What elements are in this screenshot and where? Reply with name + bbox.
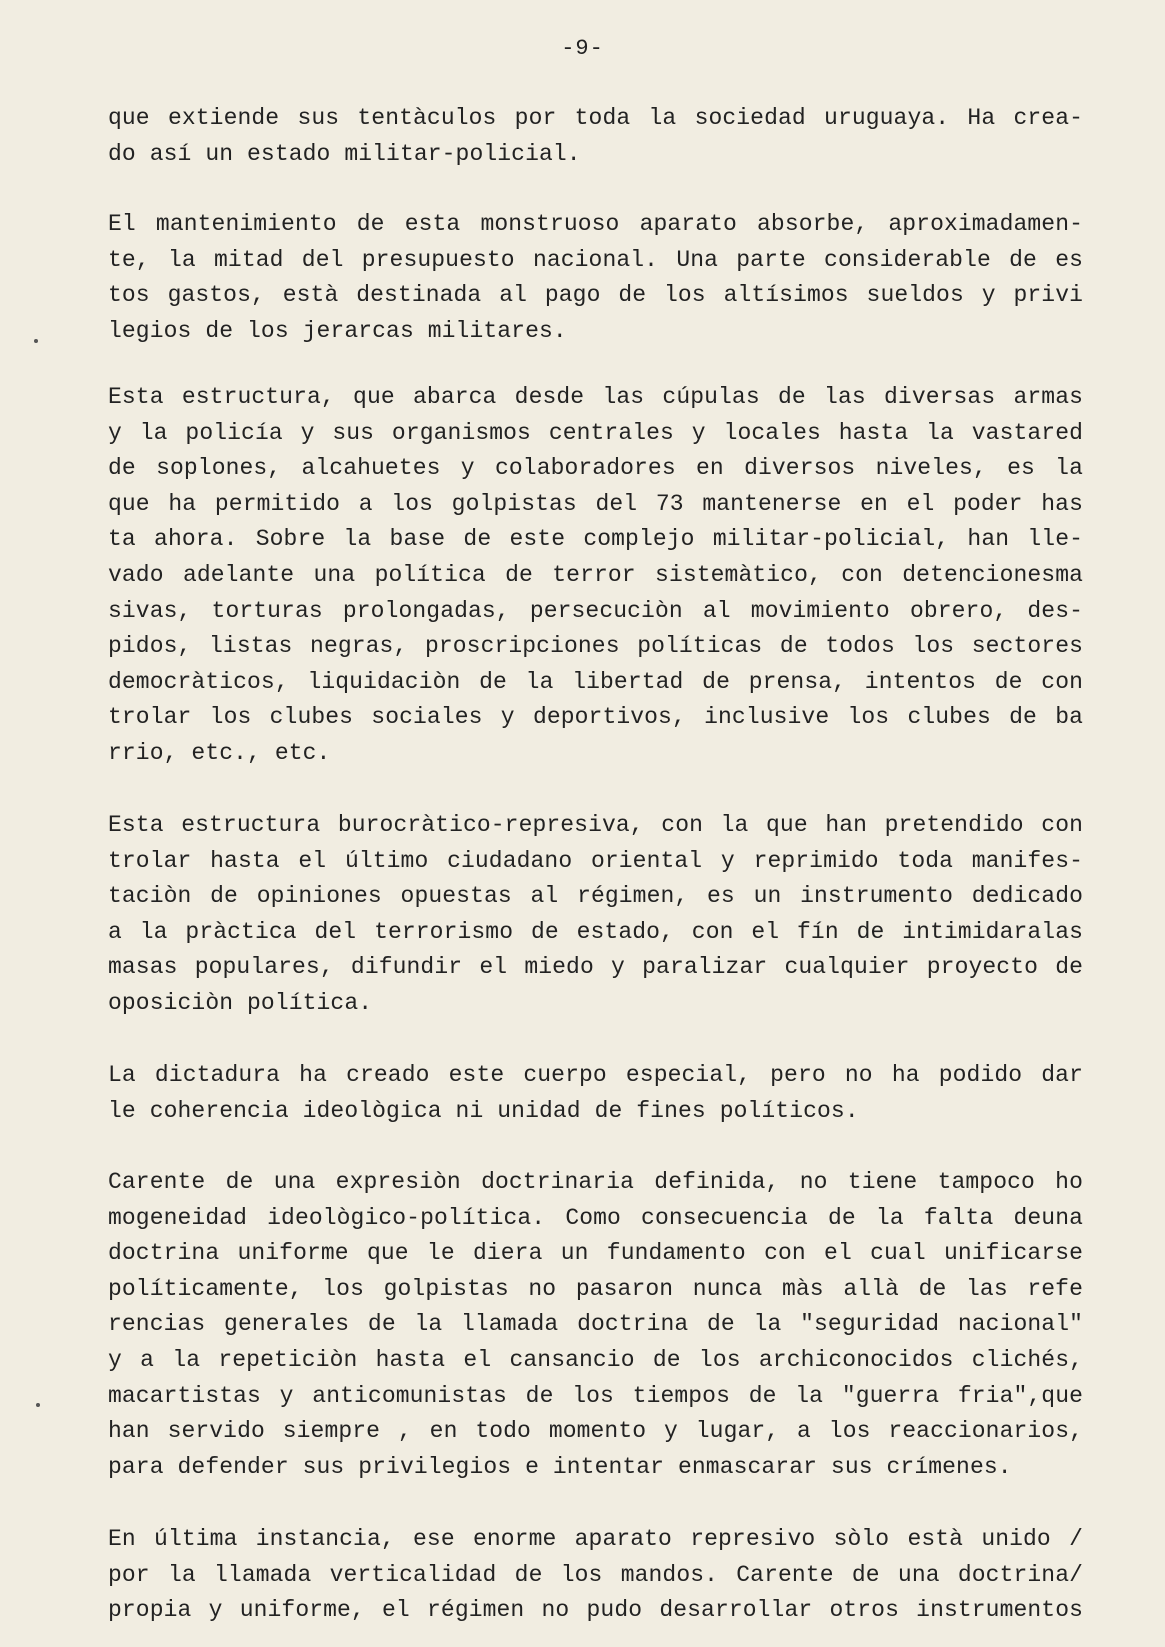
paper-speck [36,1403,40,1407]
text-line: masas populares, difundir el miedo y paralizar cualquier proyecto de [108,954,1083,981]
text-line: de soplones, alcahuetes y colaboradores en diversos niveles, es la [108,455,1083,482]
text-line: legios de los jerarcas militares. [108,317,567,344]
text-line: rrio, etc., etc. [108,739,331,766]
text-line: Esta estructura, que abarca desde las cúpulas de las diversas armas [108,384,1083,410]
text-line: tos gastos, està destinada al pago de los altísimos sueldos y privi [108,282,1083,309]
text-line: políticamente, los golpistas no pasaron nunca màs allà de las refe [108,1275,1083,1302]
paragraph-4 [108,808,1083,1022]
page-number: -9- [561,36,604,61]
paragraph-1 [108,101,1083,172]
text-line: trolar los clubes sociales y deportivos, inclusive los clubes de ba [108,704,1083,731]
text-line: vado adelante una política de terror sistemàtico, con detencionesma [108,561,1083,588]
text-line: ta ahora. Sobre la base de este complejo militar-policial, han lle- [108,526,1083,553]
text-line: por la llamada verticalidad de los mandos. Carente de una doctrina/ [108,1561,1083,1588]
text-line: propia y uniforme, el régimen no pudo desarrollar otros instrumentos [108,1597,1083,1624]
text-line: sivas, torturas prolongadas, persecuciòn al movimiento obrero, des- [108,597,1083,624]
paragraph-6 [108,1165,1083,1485]
text-line: que extiende sus tentàculos por toda la sociedad uruguaya. Ha crea- [108,105,1083,131]
text-line: Carente de una expresiòn doctrinaria definida, no tiene tampoco ho [108,1169,1083,1195]
text-line: do así un estado militar-policial. [108,140,581,167]
text-line: te, la mitad del presupuesto nacional. Una parte considerable de es [108,246,1083,273]
text-line: le coherencia ideològica ni unidad de fines políticos. [108,1097,859,1124]
text-line: y la policía y sus organismos centrales y locales hasta la vastared [108,419,1083,446]
text-line: democràticos, liquidaciòn de la libertad de prensa, intentos de con [108,668,1083,695]
text-line: En última instancia, ese enorme aparato represivo sòlo està unido / [108,1526,1083,1552]
text-line: doctrina uniforme que le diera un fundamento con el cual unificarse [108,1240,1083,1267]
text-line: y a la repeticiòn hasta el cansancio de los archiconocidos clichés, [108,1346,1083,1373]
text-line: macartistas y anticomunistas de los tiempos de la "guerra fria",que [108,1382,1083,1409]
text-line: que ha permitido a los golpistas del 73 mantenerse en el poder has [108,490,1083,517]
text-line: para defender sus privilegios e intentar enmascarar sus crímenes. [108,1453,1012,1480]
text-line: pidos, listas negras, proscripciones políticas de todos los sectores [108,633,1083,660]
text-line: han servido siempre , en todo momento y lugar, a los reaccionarios, [108,1418,1083,1445]
text-line: La dictadura ha creado este cuerpo especial, pero no ha podido dar [108,1062,1083,1088]
paper-speck [34,339,38,343]
text-line: rencias generales de la llamada doctrina de la "seguridad nacional" [108,1311,1083,1338]
text-line: taciòn de opiniones opuestas al régimen, es un instrumento dedicado [108,883,1083,910]
paragraph-7 [108,1522,1083,1629]
text-line: trolar hasta el último ciudadano oriental y reprimido toda manifes- [108,847,1083,874]
text-line: a la pràctica del terrorismo de estado, con el fín de intimidaralas [108,918,1083,945]
paragraph-3 [108,380,1083,772]
text-line: Esta estructura burocràtico-represiva, con la que han pretendido con [108,812,1083,838]
paragraph-5 [108,1058,1083,1129]
text-line: oposiciòn política. [108,989,373,1016]
paragraph-2 [108,207,1083,349]
text-line: El mantenimiento de esta monstruoso aparato absorbe, aproximadamen- [108,211,1083,237]
text-line: mogeneidad ideològico-política. Como consecuencia de la falta deuna [108,1204,1083,1231]
